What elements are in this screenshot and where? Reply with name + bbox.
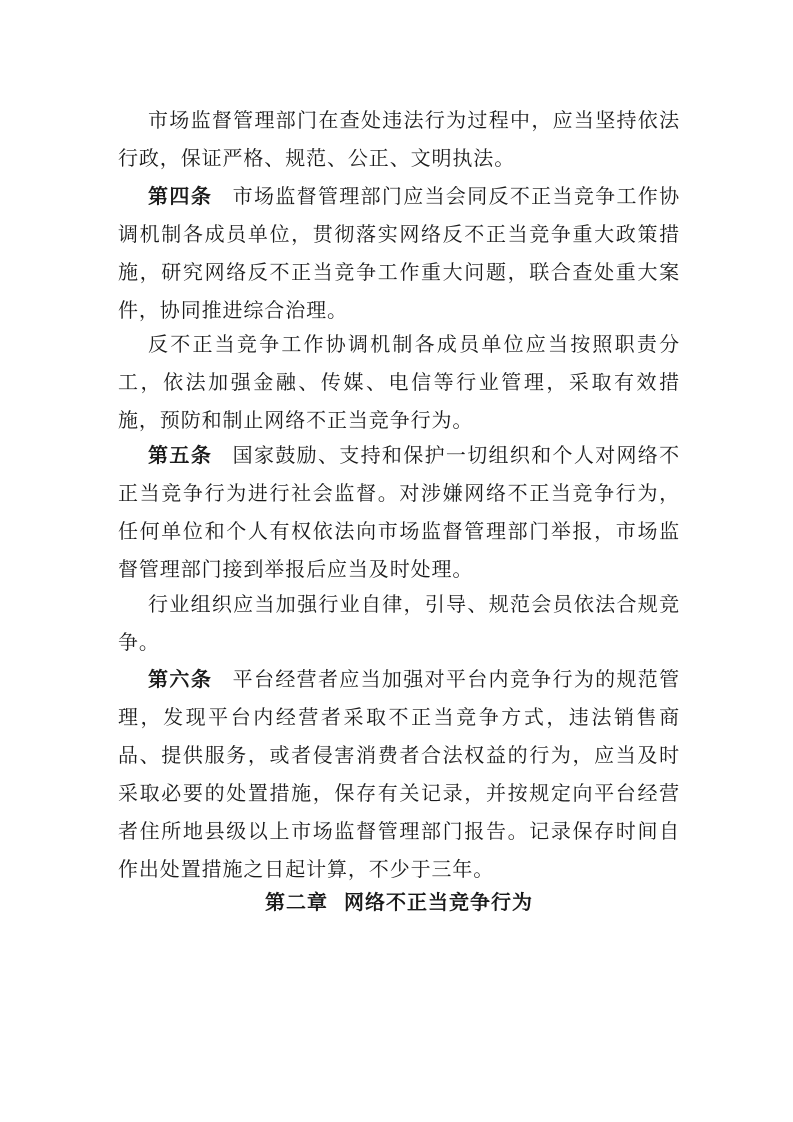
article-number: 第四条: [148, 184, 213, 208]
article-number: 第五条: [148, 443, 213, 467]
paragraph-text: 市场监督管理部门应当会同反不正当竞争工作协调机制各成员单位，贯彻落实网络反不正当竞争重大政策措施，研究网络反不正当竞争工作重大问题，联合查处重大案件，协同推进综合治理。: [118, 184, 680, 322]
article-number: 第六条: [148, 667, 213, 691]
paragraph-text: 平台经营者应当加强对平台内竞争行为的规范管理，发现平台内经营者采取不正当竞争方式，违法销售商品、提供服务，或者侵害消费者合法权益的行为，应当及时采取必要的处置措施，保存有关记录，并按规定向平台经营者住所地县级以上市场监督管理部门报告。记录保存时间自作出处置措施之日起计算，不少于三年。: [118, 667, 680, 881]
article-6: [118, 660, 680, 888]
paragraph-text: 国家鼓励、支持和保护一切组织和个人对网络不正当竞争行为进行社会监督。对涉嫌网络不正当竞争行为，任何单位和个人有权依法向市场监督管理部门举报，市场监督管理部门接到举报后应当及时处理。: [118, 443, 680, 581]
paragraph-coordination-members: [118, 325, 680, 439]
article-5: [118, 436, 680, 588]
paragraph-text: 行业组织应当加强行业自律，引导、规范会员依法合规竞争。: [118, 592, 680, 654]
paragraph-enforcement-principles: [118, 101, 680, 177]
chapter-heading: 第二章 网络不正当竞争行为: [265, 890, 533, 914]
paragraph-text: 市场监督管理部门在查处违法行为过程中，应当坚持依法行政，保证严格、规范、公正、文明执法。: [118, 108, 680, 170]
paragraph-industry-self-discipline: [118, 585, 680, 661]
article-4: [118, 177, 680, 329]
paragraph-text: 反不正当竞争工作协调机制各成员单位应当按照职责分工，依法加强金融、传媒、电信等行业管理，采取有效措施，预防和制止网络不正当竞争行为。: [118, 332, 680, 432]
